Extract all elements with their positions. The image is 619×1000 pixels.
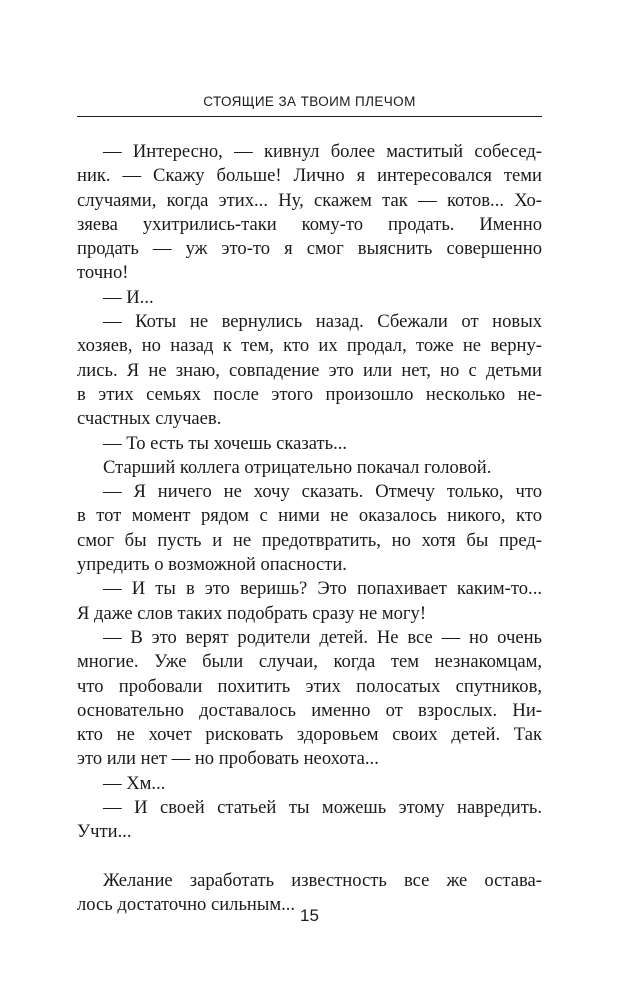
text-line: это или нет — но пробовать неохота...	[77, 748, 379, 770]
text-line: — Коты не вернулись назад. Сбежали от новых	[103, 311, 542, 333]
text-line: случаями, когда этих... Ну, скажем так — котов... Хо-	[77, 189, 542, 211]
text-line: лось достаточно сильным...	[77, 894, 296, 916]
text-line: Учти...	[77, 821, 132, 843]
text-line: упредить о возможной опасности.	[77, 554, 347, 576]
text-line: кто не хочет рисковать здоровьем своих детей. Так	[77, 724, 542, 746]
text-line: — И...	[103, 286, 154, 308]
running-head: СТОЯЩИЕ ЗА ТВОИМ ПЛЕЧОМ	[203, 94, 416, 109]
text-line: зяева ухитрились-таки кому-то продать. Именно	[77, 213, 542, 235]
text-line: ник. — Скажу больше! Лично я интересовался теми	[77, 165, 542, 187]
text-line: Старший коллега отрицательно покачал головой.	[103, 456, 492, 478]
text-line: продать — уж это-то я смог выяснить совершенно	[77, 238, 542, 260]
text-line: — И ты в это веришь? Это попахивает каким-то...	[103, 578, 542, 600]
text-line: в этих семьях после этого произошло несколько не-	[77, 383, 542, 405]
text-line: что пробовали похитить этих полосатых спутников,	[77, 675, 542, 697]
text-line: Желание заработать известность все же остава-	[103, 869, 542, 891]
text-line: счастных случаев.	[77, 408, 222, 430]
text-line: — Интересно, — кивнул более маститый собесед-	[103, 141, 542, 162]
text-line: — В это верят родители детей. Не все — но очень	[103, 626, 542, 648]
body-text	[77, 140, 542, 918]
text-line: хозяев, но назад к тем, кто их продал, тоже не верну-	[77, 335, 542, 357]
text-line: лись. Я не знаю, совпадение это или нет, но с детьми	[77, 359, 542, 381]
header-rule	[77, 116, 542, 117]
text-line: — И своей статьей ты можешь этому навредить.	[103, 797, 542, 819]
page-number: 15	[300, 906, 319, 925]
text-line: — То есть ты хочешь сказать...	[103, 432, 348, 454]
section-break	[77, 845, 542, 869]
text-line: смог бы пусть и не предотвратить, но хотя бы пред-	[77, 529, 542, 551]
text-line: — Я ничего не хочу сказать. Отмечу только, что	[103, 481, 542, 503]
text-line: в тот момент рядом с ними не оказалось никого, кто	[77, 505, 542, 527]
text-line: основательно доставалось именно от взрослых. Ни-	[77, 699, 542, 721]
text-line: точно!	[77, 262, 129, 284]
text-line: Я даже слов таких подобрать сразу не могу!	[77, 602, 427, 624]
text-line: многие. Уже были случаи, когда тем незнакомцам,	[77, 651, 542, 673]
text-line: — Хм...	[103, 772, 166, 794]
